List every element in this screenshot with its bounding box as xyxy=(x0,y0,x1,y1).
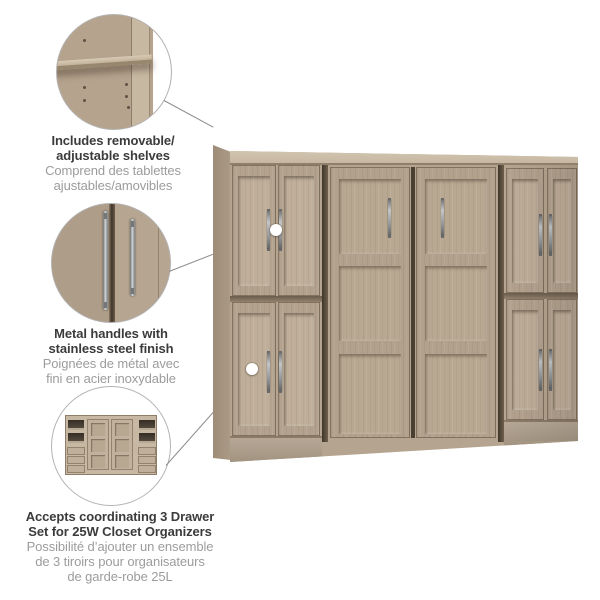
open-cubby xyxy=(139,420,155,430)
shelf-pin-hole xyxy=(83,86,86,89)
bed-panel-section xyxy=(339,179,401,254)
door-closeup-right xyxy=(115,204,170,322)
door-panel xyxy=(284,313,314,426)
wall-bed-unit xyxy=(212,140,578,465)
door-handle xyxy=(539,350,542,390)
left-cabinet-upper-right-door xyxy=(278,165,320,296)
door-panel xyxy=(553,179,571,283)
bed-face-right-panel xyxy=(416,167,496,438)
murphy-bed-face xyxy=(328,165,498,442)
thumbnail-bed-face xyxy=(87,418,135,472)
door-handle xyxy=(539,215,542,255)
drawer xyxy=(67,447,85,455)
door-panel xyxy=(512,179,538,283)
handles-callout-text xyxy=(6,326,216,386)
pointer-dot xyxy=(270,224,282,236)
door-handle xyxy=(267,352,270,392)
door-closeup-left xyxy=(52,204,109,322)
unit-with-drawers-thumbnail xyxy=(65,415,157,475)
thumbnail-bed-panel-section xyxy=(91,439,105,452)
door-handle xyxy=(279,352,282,392)
thumbnail-right-tower xyxy=(137,418,157,472)
wardrobe-side-panel xyxy=(212,140,231,465)
thumbnail-bed-panel-section xyxy=(115,423,129,436)
drawer xyxy=(67,465,85,473)
cabinet-base xyxy=(504,420,578,454)
bed-panel-section xyxy=(425,179,487,254)
right-cabinet xyxy=(504,165,578,441)
bed-panel-section xyxy=(425,354,487,434)
drawer xyxy=(138,456,156,464)
leader-line xyxy=(164,100,214,128)
door-handle xyxy=(549,350,552,390)
callout-text-en: Accepts coordinating 3 Drawer Set for 25W Closet Organizers xyxy=(25,509,215,539)
stainless-handle xyxy=(130,219,135,296)
door-handle xyxy=(549,215,552,255)
cabinet-interior-side-panel xyxy=(131,15,150,129)
top-panel-band xyxy=(230,140,578,165)
callout-text-fr: Comprend des tablettes ajustables/amovibles xyxy=(45,163,181,193)
bed-face-left-panel xyxy=(330,167,410,438)
stainless-handle xyxy=(103,211,108,310)
door-panel xyxy=(512,310,538,410)
door-panel xyxy=(238,176,270,286)
cabinet-base xyxy=(230,436,322,470)
thumbnail-bed-door xyxy=(87,419,109,470)
thumbnail-left-tower xyxy=(66,418,86,472)
bed-panel-section xyxy=(425,266,487,341)
door-edge-line xyxy=(158,204,159,322)
door-panel xyxy=(284,176,314,286)
open-cubby xyxy=(68,420,84,430)
drawer-set-callout-image xyxy=(51,386,171,506)
shelves-callout-text xyxy=(8,133,218,193)
bed-handle xyxy=(441,199,444,237)
handles-callout-image xyxy=(51,203,171,323)
thumbnail-bed-panel-section xyxy=(91,455,105,468)
thumbnail-bed-panel-section xyxy=(115,455,129,468)
thumbnail-bed-panel-section xyxy=(91,423,105,436)
open-cubby xyxy=(68,433,84,443)
drawer xyxy=(138,447,156,455)
callout-text-en: Metal handles with stainless steel finish xyxy=(48,326,174,356)
bed-panel-section xyxy=(339,266,401,341)
left-cabinet-lower-right-door xyxy=(278,302,320,436)
thumbnail-bed-panel-section xyxy=(115,439,129,452)
callout-text-fr: Possibilité d’ajouter un ensemble de 3 tiroirs pour organisateurs de garde-robe 25L xyxy=(26,539,214,584)
open-cubby xyxy=(139,433,155,443)
drawer xyxy=(138,465,156,473)
callout-text-fr: Poignées de métal avec fini en acier inoxydable xyxy=(42,356,180,386)
shelves-callout-image xyxy=(56,14,172,130)
drawer xyxy=(67,456,85,464)
bed-panel-section xyxy=(339,354,401,434)
door-panel xyxy=(553,310,571,410)
shelf-pin-hole xyxy=(127,106,130,109)
bed-handle xyxy=(388,199,391,237)
drawer-set-callout-text xyxy=(10,509,230,584)
callout-text-en: Includes removable/ adjustable shelves xyxy=(51,133,175,163)
pointer-dot xyxy=(246,363,258,375)
wardrobe-front-face xyxy=(230,140,578,465)
background-cutout xyxy=(153,15,171,129)
bed-panel-gap xyxy=(411,167,415,438)
left-cabinet xyxy=(230,165,322,441)
thumbnail-bed-door xyxy=(111,419,133,470)
